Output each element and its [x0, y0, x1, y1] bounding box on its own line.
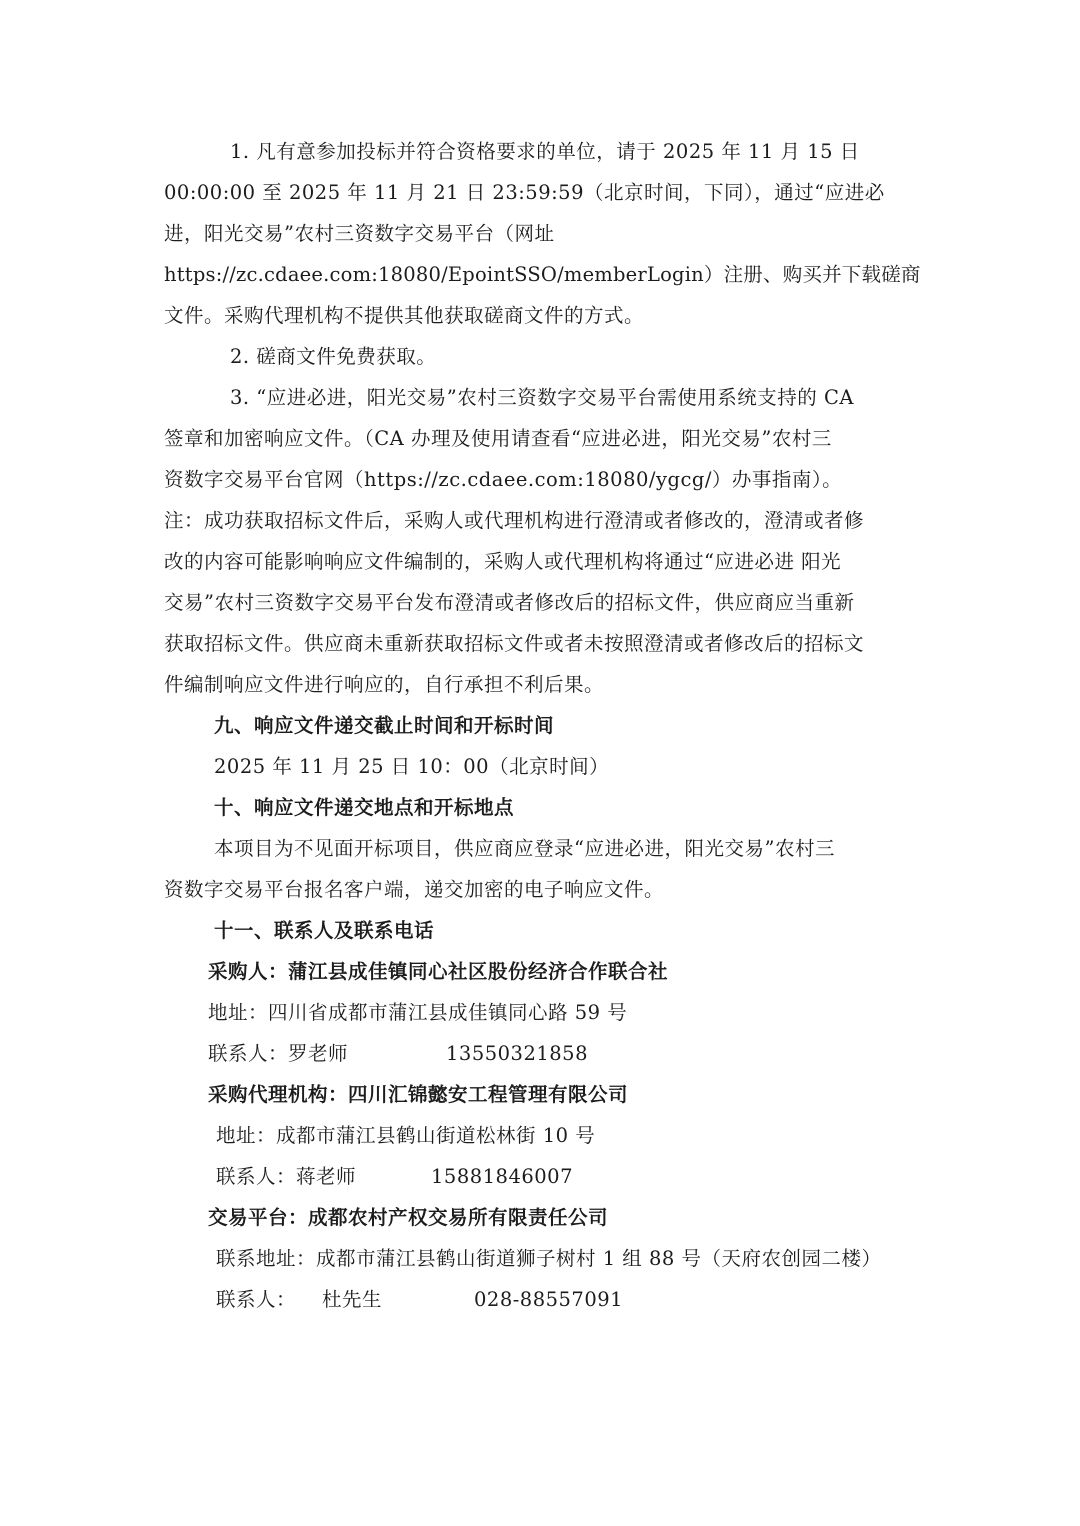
note-line3: 交易”农村三资数字交易平台发布澄清或者修改后的招标文件，供应商应当重新	[164, 591, 855, 614]
purchaser-title: 采购人：蒲江县成佳镇同心社区股份经济合作联合社	[208, 960, 669, 983]
section10-line1: 本项目为不见面开标项目，供应商应登录“应进必进，阳光交易”农村三	[214, 837, 835, 860]
purchaser-contact-phone: 13550321858	[446, 1042, 588, 1065]
item3-line1: 3. “应进必进，阳光交易”农村三资数字交易平台需使用系统支持的 CA	[230, 386, 854, 409]
platform-title: 交易平台：成都农村产权交易所有限责任公司	[208, 1206, 609, 1229]
agency-title: 采购代理机构：四川汇锦懿安工程管理有限公司	[208, 1083, 629, 1106]
item2-line: 2. 磋商文件免费获取。	[230, 345, 437, 368]
platform-contact-name: 杜先生	[322, 1288, 383, 1311]
item3-line2: 签章和加密响应文件。（CA 办理及使用请查看“应进必进，阳光交易”农村三	[164, 427, 832, 450]
section10-line2: 资数字交易平台报名客户端，递交加密的电子响应文件。	[164, 878, 665, 901]
agency-contact-phone: 15881846007	[431, 1165, 573, 1188]
note-line2: 改的内容可能影响响应文件编制的，采购人或代理机构将通过“应进必进 阳光	[164, 550, 842, 573]
item1-line1: 1. 凡有意参加投标并符合资格要求的单位，请于 2025 年 11 月 15 日	[230, 140, 860, 163]
item1-line3: 进，阳光交易”农村三资数字交易平台（网址	[164, 222, 555, 245]
purchaser-address: 地址：四川省成都市蒲江县成佳镇同心路 59 号	[208, 1001, 628, 1024]
platform-contact-label: 联系人：	[216, 1288, 297, 1311]
section11-heading: 十一、联系人及联系电话	[214, 919, 435, 942]
item3-line3: 资数字交易平台官网（https://zc.cdaee.com:18080/ygcg/）办事指南）。	[164, 468, 843, 491]
section10-heading: 十、响应文件递交地点和开标地点	[214, 796, 515, 819]
section9-heading: 九、响应文件递交截止时间和开标时间	[214, 714, 555, 737]
platform-address: 联系地址：成都市蒲江县鹤山街道狮子树村 1 组 88 号（天府农创园二楼）	[216, 1247, 882, 1270]
item1-line2: 00:00:00 至 2025 年 11 月 21 日 23:59:59（北京时间，下同），通过“应进必	[164, 181, 885, 204]
section9-text: 2025 年 11 月 25 日 10：00（北京时间）	[214, 755, 610, 778]
note-line4: 获取招标文件。供应商未重新获取招标文件或者未按照澄清或者修改后的招标文	[164, 632, 865, 655]
purchaser-contact-label: 联系人：罗老师	[208, 1042, 349, 1065]
platform-contact-phone: 028-88557091	[474, 1288, 624, 1311]
item1-line4: https://zc.cdaee.com:18080/EpointSSO/memberLogin）注册、购买并下载磋商	[164, 263, 921, 286]
item1-line5: 文件。采购代理机构不提供其他获取磋商文件的方式。	[164, 304, 645, 327]
agency-address: 地址：成都市蒲江县鹤山街道松林街 10 号	[216, 1124, 596, 1147]
note-line1: 注：成功获取招标文件后，采购人或代理机构进行澄清或者修改的，澄清或者修	[164, 509, 865, 532]
note-line5: 件编制响应文件进行响应的，自行承担不利后果。	[164, 673, 605, 696]
agency-contact-label: 联系人：蒋老师	[216, 1165, 357, 1188]
